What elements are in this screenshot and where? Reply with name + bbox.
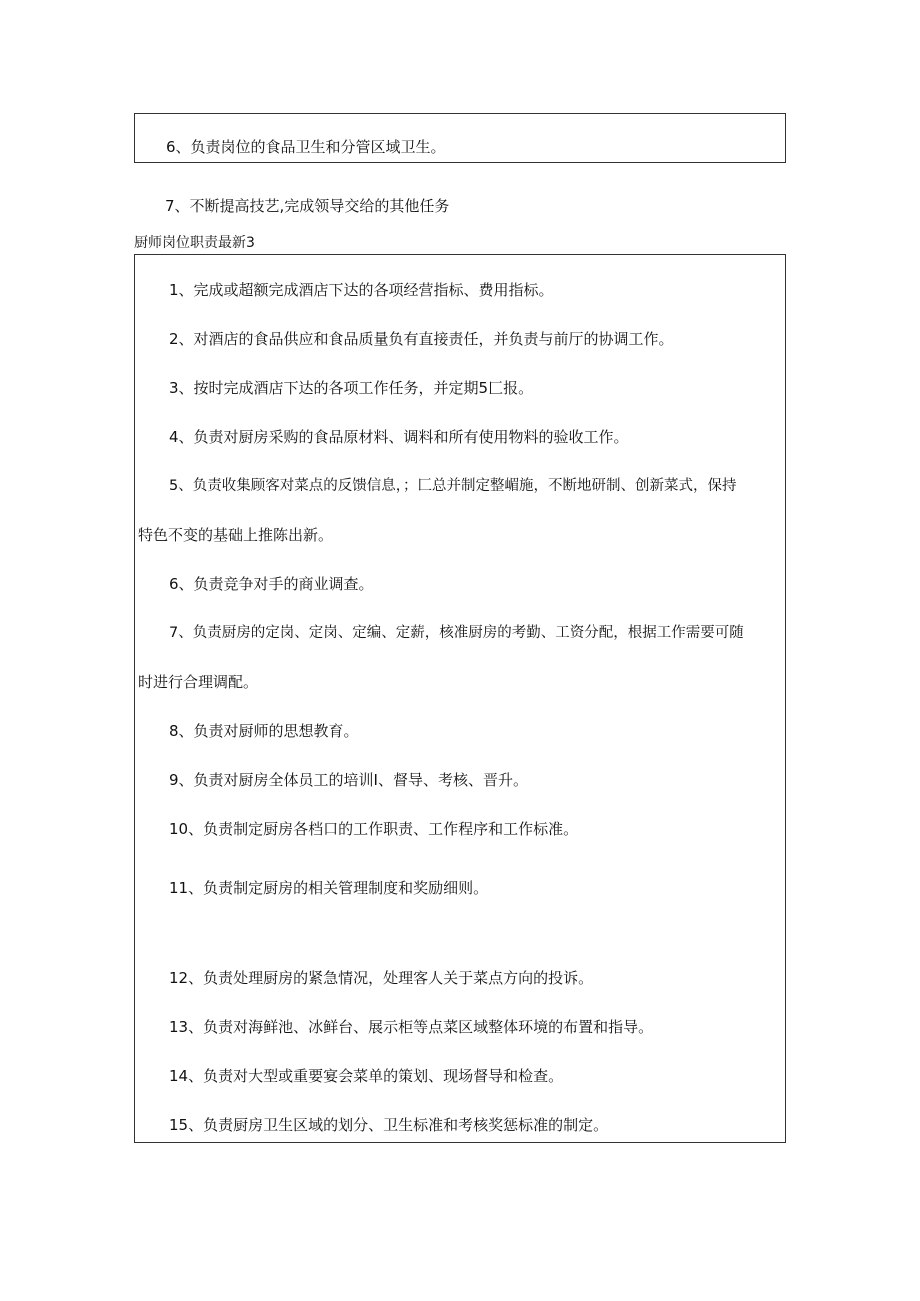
list-item: 8、负责对厨师的思想教育。 xyxy=(169,722,359,740)
list-item: 7、负责厨房的定岗、定岗、定编、定薪，核准厨房的考勤、工资分配，根据工作需要可随 xyxy=(169,625,744,641)
top-duty-box xyxy=(134,113,786,163)
list-item-continued: 特色不变的基础上推陈出新。 xyxy=(138,526,334,544)
list-item: 4、负责对厨房采购的食品原材料、调料和所有使用物料的验收工作。 xyxy=(169,428,629,446)
list-item: 10、负责制定厨房各档口的工作职责、工作程序和工作标准。 xyxy=(169,820,579,838)
list-item: 5、负责收集顾客对菜点的反馈信息，；匚总并制定整嵋施，不断地研制、创新菜式，保持 xyxy=(169,478,737,494)
section-title: 厨师岗位职责最新3 xyxy=(134,235,255,251)
list-item: 15、负责厨房卫生区域的划分、卫生标准和考核奖惩标准的制定。 xyxy=(169,1116,609,1134)
duty-item-7: 7、不断提高技艺,完成领导交给的其他任务 xyxy=(165,197,450,215)
list-item: 3、按时完成酒店下达的各项工作任务，并定期5匚报。 xyxy=(169,379,534,397)
list-item: 12、负责处理厨房的紧急情况，处理客人关于菜点方向的投诉。 xyxy=(169,969,594,987)
chef-duties-box xyxy=(134,254,786,1143)
list-item: 11、负责制定厨房的相关管理制度和奖励细则。 xyxy=(169,879,489,897)
list-item: 9、负责对厨房全体员工的培训I、督导、考核、晋升。 xyxy=(169,771,528,789)
list-item: 1、完成或超额完成酒店下达的各项经营指标、费用指标。 xyxy=(169,281,554,299)
duty-item-6: 6、负责岗位的食品卫生和分管区域卫生。 xyxy=(166,138,446,156)
list-item: 13、负责对海鲜池、冰鲜台、展示柜等点菜区域整体环境的布置和指导。 xyxy=(169,1018,654,1036)
list-item: 14、负责对大型或重要宴会菜单的策划、现场督导和检查。 xyxy=(169,1067,564,1085)
list-item: 6、负责竞争对手的商业调查。 xyxy=(169,575,374,593)
list-item-continued: 时进行合理调配。 xyxy=(138,673,259,691)
list-item: 2、对酒店的食品供应和食品质量负有直接责任，并负责与前厅的协调工作。 xyxy=(169,330,674,348)
